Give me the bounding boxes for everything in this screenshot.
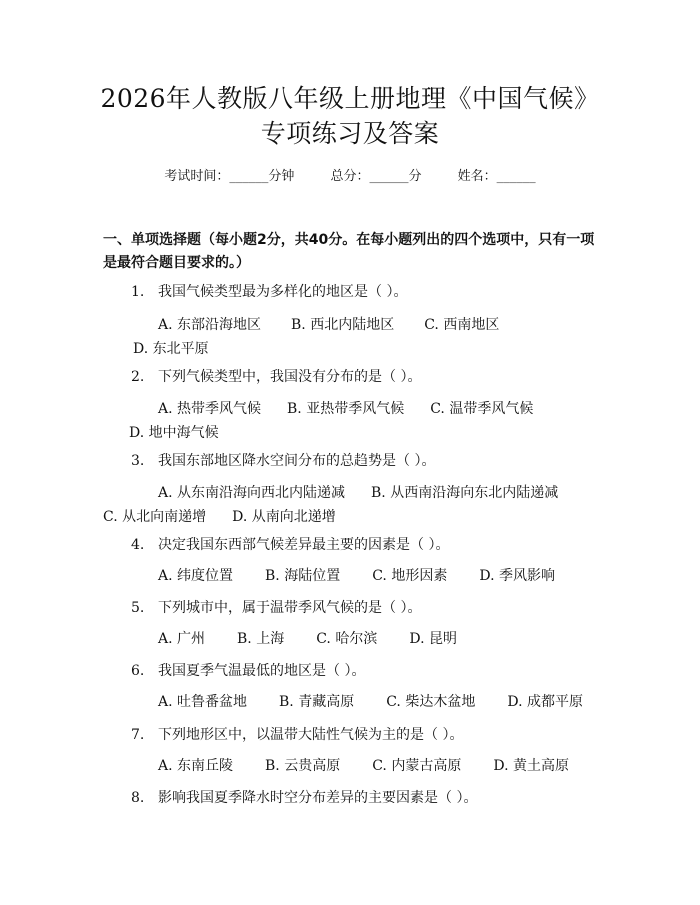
option-d: D. 季风影响 [479, 568, 555, 584]
student-name-field: 姓名：______ [457, 169, 536, 184]
question-number: 7. [131, 727, 145, 743]
question-options [103, 397, 593, 445]
total-score-field: 总分：______分 [330, 169, 422, 184]
page-title: 2026年人教版八年级上册地理《中国气候》 [100, 84, 600, 113]
option-a: A. 热带季风气候 [158, 401, 262, 417]
question-stem [131, 282, 591, 302]
page-subtitle: 专项练习及答案 [260, 119, 440, 148]
option-a: A. 从东南沿海向西北内陆递减 [158, 485, 346, 501]
option-b: B. 亚热带季风气候 [287, 401, 405, 417]
option-c: C. 从北向南递增 [103, 509, 207, 525]
section-heading: 一、单项选择题（每小题2分，共40分。在每小题列出的四个选项中，只有一项是最符合题目要求的。） [103, 232, 595, 271]
question-number: 6. [131, 663, 145, 679]
question-text: 决定我国东西部气候差异最主要的因素是（ ）。 [158, 537, 450, 553]
question-options [103, 754, 593, 778]
question-options [103, 481, 593, 529]
option-b: B. 西北内陆地区 [291, 317, 395, 333]
option-b: B. 从西南沿海向东北内陆递减 [371, 485, 559, 501]
question-number: 5. [131, 600, 145, 616]
question-number: 3. [131, 453, 145, 469]
option-d: D. 东北平原 [133, 341, 209, 357]
option-a: A. 东部沿海地区 [158, 317, 262, 333]
option-d: D. 从南向北递增 [232, 509, 336, 525]
option-c: C. 柴达木盆地 [386, 694, 476, 710]
question-text: 影响我国夏季降水时空分布差异的主要因素是（ ）。 [158, 790, 478, 806]
question-text: 我国东部地区降水空间分布的总趋势是（ ）。 [158, 453, 436, 469]
question-text: 我国夏季气温最低的地区是（ ）。 [158, 663, 366, 679]
option-c: C. 西南地区 [424, 317, 500, 333]
option-c: C. 内蒙古高原 [372, 758, 462, 774]
question-stem [131, 535, 591, 555]
option-a: A. 广州 [158, 631, 206, 647]
question-text: 我国气候类型最为多样化的地区是（ ）。 [158, 284, 408, 300]
option-c: C. 地形因素 [372, 568, 448, 584]
question-number: 8. [131, 790, 145, 806]
option-d: D. 地中海气候 [129, 425, 219, 441]
question-stem [131, 451, 591, 471]
question-text: 下列地形区中，以温带大陆性气候为主的是（ ）。 [158, 727, 464, 743]
exam-info-line [0, 168, 700, 186]
option-b: B. 上海 [237, 631, 285, 647]
option-b: B. 云贵高原 [265, 758, 341, 774]
question-stem [131, 788, 591, 808]
question-stem [131, 725, 591, 745]
option-d: D. 昆明 [409, 631, 457, 647]
option-b: B. 海陆位置 [265, 568, 341, 584]
option-c: C. 哈尔滨 [316, 631, 378, 647]
option-d: D. 成都平原 [507, 694, 583, 710]
option-a: A. 纬度位置 [158, 568, 234, 584]
option-c: C. 温带季风气候 [430, 401, 534, 417]
question-text: 下列气候类型中，我国没有分布的是（ ）。 [158, 369, 422, 385]
question-number: 1. [131, 284, 145, 300]
option-b: B. 青藏高原 [279, 694, 355, 710]
option-a: A. 东南丘陵 [158, 758, 234, 774]
question-options [103, 627, 593, 651]
question-options [103, 564, 593, 588]
question-options [103, 690, 593, 714]
question-stem [131, 661, 591, 681]
question-stem [131, 367, 591, 387]
question-options [103, 313, 593, 361]
option-a: A. 吐鲁番盆地 [158, 694, 248, 710]
question-number: 2. [131, 369, 145, 385]
question-stem [131, 598, 591, 618]
exam-time-field: 考试时间：______分钟 [164, 169, 295, 184]
question-number: 4. [131, 537, 145, 553]
question-text: 下列城市中，属于温带季风气候的是（ ）。 [158, 600, 422, 616]
option-d: D. 黄土高原 [493, 758, 569, 774]
